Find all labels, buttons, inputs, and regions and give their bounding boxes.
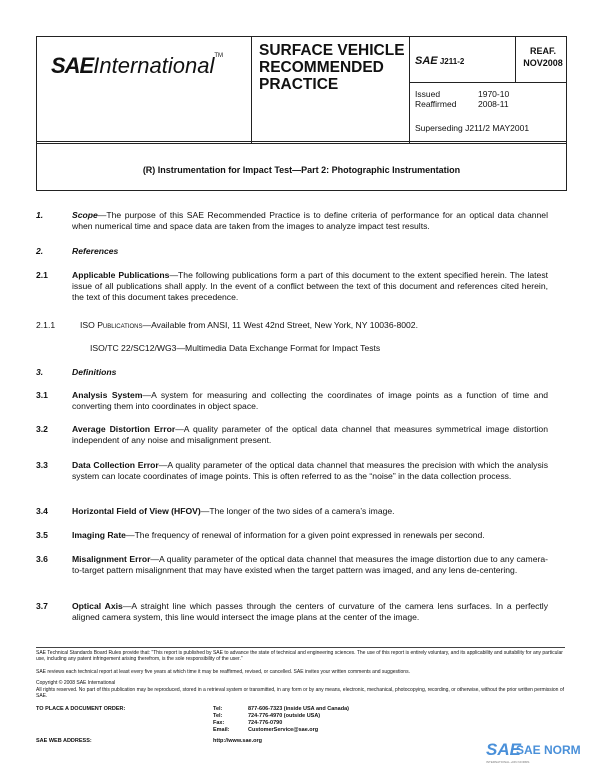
reaf-label: REAF. xyxy=(529,46,556,56)
fax-value: 724-776-0790 xyxy=(248,720,283,726)
section-heading: Imaging Rate xyxy=(72,530,126,540)
superseding-note: Superseding J211/2 MAY2001 xyxy=(415,123,530,133)
section-text: —A quality parameter of the optical data channel that measures the precision with which the analysis system can locate coordinates of image points. This is often referred to as the “noise” in the data collection process. xyxy=(72,460,548,481)
section-text: —A system for measuring and collecting the coordinates of image points as a function of time and converting them into coordinates in object space. xyxy=(72,390,548,411)
sae-international-logo xyxy=(51,53,223,79)
document-number xyxy=(415,55,464,67)
section-heading: Optical Axis xyxy=(72,601,123,611)
issue-dates xyxy=(415,89,510,109)
trademark-mark: TM xyxy=(214,53,224,59)
tel-value[interactable]: 877-606-7323 (inside USA and Canada) xyxy=(248,706,349,712)
section-heading: Applicable Publications xyxy=(72,270,170,280)
reaffirmation-box xyxy=(521,45,565,69)
footer-review-note: SAE reviews each technical report at least every five years at which time it may be reaffirmed, revised, or cancelled. SAE invites your written comments and suggestions. xyxy=(36,669,410,675)
title-box xyxy=(36,141,567,191)
section-number: 2.1 xyxy=(36,270,48,280)
section-number: 3.1 xyxy=(36,390,48,400)
section-number: 1. xyxy=(36,210,44,220)
section-heading: Analysis System xyxy=(72,390,143,400)
document-title: (R) Instrumentation for Impact Test—Part 2: Photographic Instrumentation xyxy=(142,165,461,175)
sae-norm-mark: SAE xyxy=(486,740,521,759)
section-number: 2. xyxy=(36,246,44,256)
sae-norm-subtext: INTERNATIONAL +DIN NORMS xyxy=(486,760,530,764)
section-text: —Available from ANSI, 11 West 42nd Street, New York, NY 10036-8002. xyxy=(142,320,418,330)
section-number: 3.7 xyxy=(36,601,48,611)
tel2-value[interactable]: 724-776-4970 (outside USA) xyxy=(248,713,321,719)
tel-label: Tel: xyxy=(213,706,223,712)
section-text: —The following publications form a part of this document to the extent specified herein. The latest issue of all publications shall apply. In the event of a conflict between the text of this document and references cited herein, the text of this document takes precedence. xyxy=(72,270,549,302)
section-text: —A quality parameter of the optical data channel that measures the image distortion due to any camera-to-target pattern misalignment that may have existed when the target pattern was imaged, and any lens de-centering. xyxy=(72,554,548,575)
section-text: —The frequency of renewal of information for a given point expressed in renewals per second. xyxy=(125,530,485,540)
section-heading: Misalignment Error xyxy=(72,554,151,564)
section-text: —A straight line which passes through the centers of curvature of the camera lens surfaces. In a perfectly aligned camera system, this line would intersect the image plans at the center of the image. xyxy=(72,601,548,622)
footer-copyright: Copyright © 2008 SAE International xyxy=(36,680,116,686)
section-heading: Definitions xyxy=(72,367,117,377)
reaf-date: NOV2008 xyxy=(523,58,563,68)
footer-disclaimer: SAE Technical Standards Board Rules provide that: “This report is published by SAE to advance the state of technical and engineering sciences. The use of this report is entirely voluntary, and its applicability and suitability for any particular use, including any patent infringement arising therefrom, is the sole responsibility of the user.” xyxy=(36,650,563,662)
sae-norm-text: SAE NORM xyxy=(516,743,581,757)
email-link[interactable]: CustomerService@sae.org xyxy=(248,727,319,733)
issued-label: Issued xyxy=(415,89,441,99)
sae-norm-logo xyxy=(486,740,581,766)
document-header xyxy=(36,36,567,144)
section-number: 3. xyxy=(36,367,44,377)
iso-reference-text: ISO/TC 22/SC12/WG3—Multimedia Data Exchange Format for Impact Tests xyxy=(90,343,381,353)
section-heading: Horizontal Field of View (HFOV) xyxy=(72,506,201,516)
section-text: —The purpose of this SAE Recommended Practice is to define criteria of performance for an optical data channel when numerical time and space data are taken from the images to analyze impact test results. xyxy=(72,210,548,231)
doc-number-value: J211-2 xyxy=(439,57,465,66)
web-label: SAE WEB ADDRESS: xyxy=(36,738,92,744)
document-type: SURFACE VEHICLE RECOMMENDED PRACTICE xyxy=(259,42,405,93)
section-heading: Data Collection Error xyxy=(72,460,159,470)
logo-international-text: International xyxy=(93,53,215,78)
section-number: 3.4 xyxy=(36,506,48,516)
section-text: —A quality parameter of the optical data channel that measures symmetrical image distortion independent of any noise and misalignment present. xyxy=(72,424,548,445)
reaffirmed-value: 2008-11 xyxy=(478,99,509,109)
doc-number-prefix: SAE xyxy=(415,55,438,67)
section-heading: Scope xyxy=(72,210,98,220)
email-label: Email: xyxy=(213,727,230,733)
section-number: 3.3 xyxy=(36,460,48,470)
section-heading: ISO Publications xyxy=(80,320,143,330)
logo-sae-text: SAE xyxy=(51,53,94,78)
reaffirmed-label: Reaffirmed xyxy=(415,99,457,109)
section-number: 3.2 xyxy=(36,424,48,434)
web-link[interactable]: http://www.sae.org xyxy=(213,738,262,744)
footer-rights: All rights reserved. No part of this publication may be reproduced, stored in a retrieval system or transmitted, in any form or by any means, electronic, mechanical, photocopying, recording, or otherwise, without the prior written permission of SAE. xyxy=(36,687,565,699)
issued-value: 1970-10 xyxy=(478,89,510,99)
section-heading: References xyxy=(72,246,119,256)
order-label: TO PLACE A DOCUMENT ORDER: xyxy=(36,706,126,712)
tel2-label: Tel: xyxy=(213,713,223,719)
footer xyxy=(36,647,565,744)
fax-label: Fax: xyxy=(213,720,225,726)
section-number: 3.5 xyxy=(36,530,48,540)
section-number: 3.6 xyxy=(36,554,48,564)
section-number: 2.1.1 xyxy=(36,320,56,330)
section-heading: Average Distortion Error xyxy=(72,424,176,434)
section-text: —The longer of the two sides of a camera’s image. xyxy=(200,506,395,516)
